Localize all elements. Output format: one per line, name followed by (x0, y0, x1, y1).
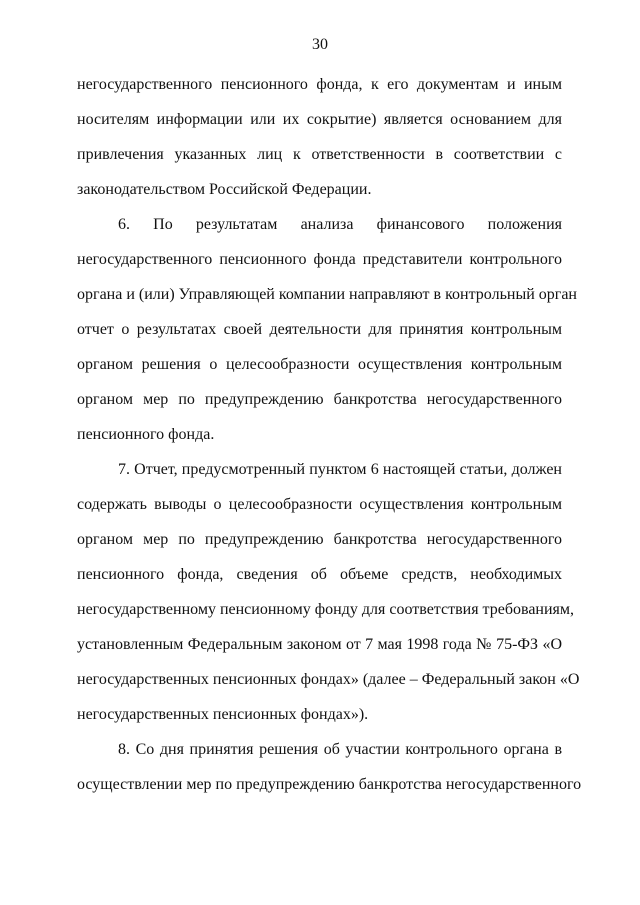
text-line: негосударственного пенсионного фонда представители контрольного (77, 251, 562, 268)
text-line: установленным Федеральным законом от 7 мая 1998 года № 75-ФЗ «О (77, 636, 562, 653)
text-line: пенсионного фонда. (77, 426, 215, 443)
text-line: осуществлении мер по предупреждению банкротства негосударственного (77, 776, 582, 793)
text-line: пенсионного фонда, сведения об объеме средств, необходимых (77, 566, 562, 583)
text-line: 7. Отчет, предусмотренный пунктом 6 настоящей статьи, должен (118, 461, 562, 478)
text-line: органа и (или) Управляющей компании направляют в контрольный орган (77, 286, 577, 303)
text-line: негосударственных пенсионных фондах» (далее – Федеральный закон «О (77, 671, 580, 688)
text-line: носителям информации или их сокрытие) является основанием для (77, 111, 562, 128)
text-line: негосударственного пенсионного фонда, к его документам и иным (77, 76, 562, 93)
text-line: органом мер по предупреждению банкротства негосударственного (77, 391, 562, 408)
text-line: законодательством Российской Федерации. (77, 181, 372, 198)
text-line: негосударственному пенсионному фонду для соответствия требованиям, (77, 601, 575, 618)
text-line: привлечения указанных лиц к ответственности в соответствии с (77, 146, 562, 163)
text-line: содержать выводы о целесообразности осуществления контрольным (77, 496, 562, 513)
text-line: отчет о результатах своей деятельности для принятия контрольным (77, 321, 562, 338)
text-line: органом решения о целесообразности осуществления контрольным (77, 356, 562, 373)
page-number: 30 (312, 36, 328, 53)
text-line: 6. По результатам анализа финансового положения (118, 216, 562, 233)
text-line: 8. Со дня принятия решения об участии контрольного органа в (118, 741, 562, 758)
text-line: органом мер по предупреждению банкротства негосударственного (77, 531, 562, 548)
text-line: негосударственных пенсионных фондах»). (77, 706, 369, 723)
